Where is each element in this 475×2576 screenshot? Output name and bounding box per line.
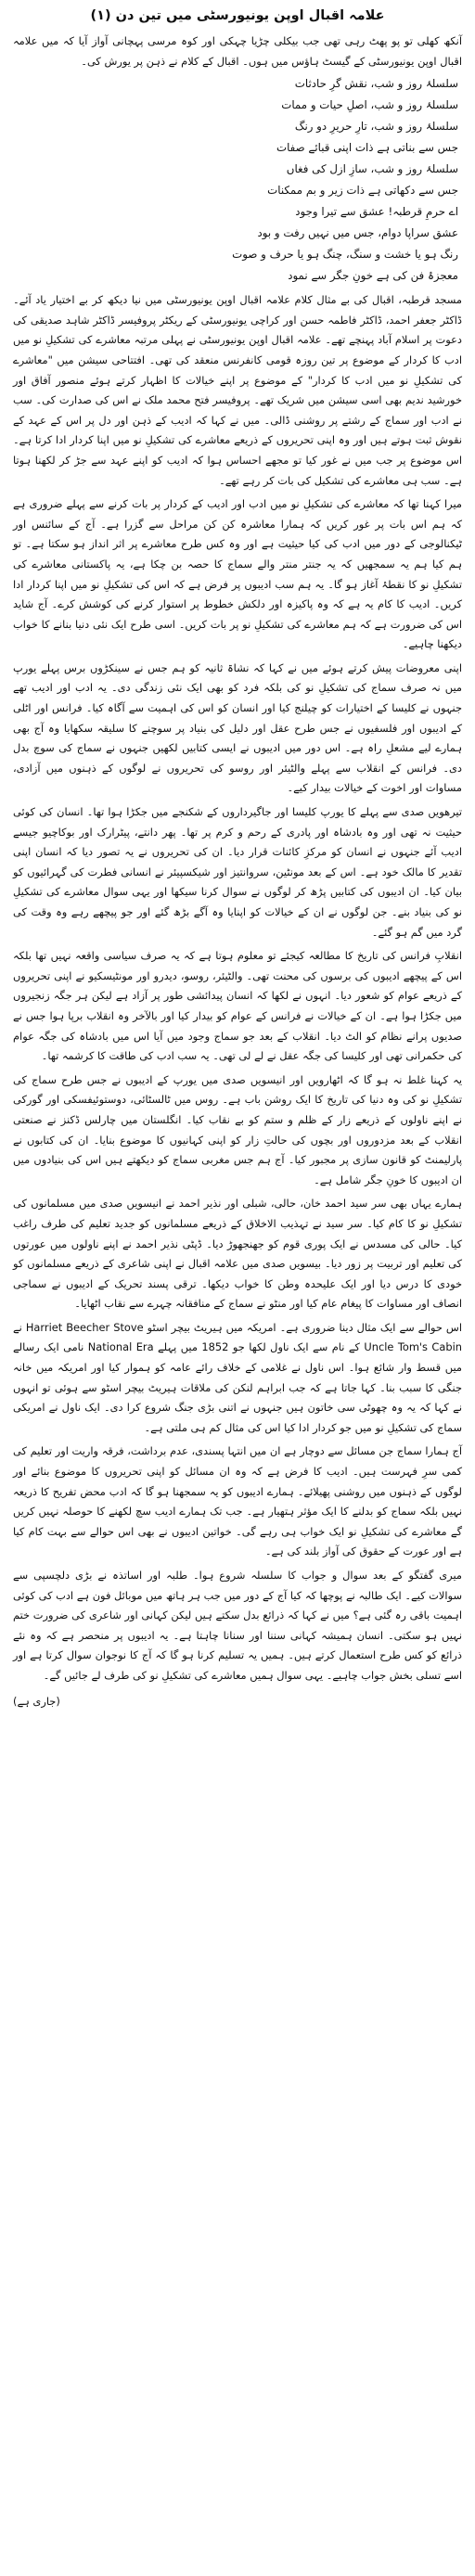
verse-line: اے حرمِ قرطبہ! عشق سے تیرا وجود [295, 205, 458, 219]
verse-line: سلسلۂ روز و شب، سازِ ازل کی فغاں [286, 162, 458, 176]
verse-line: رنگ ہو یا خشت و سنگ، چنگ ہو یا حرف و صوت [232, 248, 458, 262]
verse-line: معجزۂ فن کی ہے خونِ جگر سے نمود [288, 269, 458, 283]
article-paragraph: یہ کہنا غلط نہ ہو گا کہ اٹھارویں اور انیسویں صدی میں یورپ کے ادیبوں نے جس طرح سماج کی تشکیلِ نو کی وہ دنیا کی تاریخ کا ایک روشن باب ہے۔ روس میں ٹالسٹائی، دوستوئیفسکی اور گورکی نے اپنے ناولوں کے ذریعے زار کے ظلم و ستم کو بے نقاب کیا۔ انگلستان میں چارلس ڈکنز نے صنعتی انقلاب کے بعد مزدوروں اور بچوں کی حالتِ زار کو اپنی کہانیوں کا موضوع بنایا۔ ان کی کتابوں نے پارلیمنٹ کو قانون سازی پر مجبور کیا۔ آج ہم جس مغربی سماج کو دیکھتے ہیں اس کی بنیادوں میں ان ادیبوں کا خونِ جگر شامل ہے۔ [13, 1072, 462, 1186]
article-paragraph: میرا کہنا تھا کہ معاشرے کی تشکیلِ نو میں ادب اور ادیب کے کردار پر بات کرنے سے پہلے ضروری ہے کہ ہم اس بات پر غور کریں کہ ہمارا معاشرہ کن کن مراحل سے گزرا ہے۔ آج کے سائنس اور ٹیکنالوجی کے دور میں ادب کی کیا حیثیت ہے اور وہ کس طرح معاشرے پر اثر انداز ہو سکتا ہے۔ تو ہم کیا ہم یہ سمجھیں کہ یہ جنتر منتر والے سماج کا حصہ بن چکا ہے، یہ پاکستانی معاشرے کی تشکیلِ نو کا نقطۂ آغاز ہو گا۔ یہ ہم سب ادیبوں پر فرض ہے کہ اس کی تشکیلِ نو میں اپنا کردار ادا کریں۔ ادیب کا کام یہ ہے کہ وہ پاکیزہ اور دلکش خطوط پر استوار کرنے کی کوشش کرے۔ آج شاید اس کی ضرورت ہے کہ ہم معاشرے کی تشکیلِ نو پر بات کریں۔ اسی طرح ایک نئی دنیا بنانے کا خواب دیکھنا چاہیے۔ [13, 497, 462, 651]
article-paragraph: میری گفتگو کے بعد سوال و جواب کا سلسلہ شروع ہوا۔ طلبہ اور اساتذہ نے بڑی دلچسپی سے سوالات کیے۔ ایک طالبہ نے پوچھا کہ کیا آج کے دور میں جب ہر ہاتھ میں موبائل فون ہے ادب کی کوئی اہمیت باقی رہ گئی ہے؟ میں نے کہا کہ ذرائع بدل سکتے ہیں لیکن کہانی اور شاعری کی ضرورت ختم نہیں ہو سکتی۔ انسان ہمیشہ کہانی سننا اور سنانا چاہتا ہے۔ یہ ادیبوں پر منحصر ہے کہ وہ نئے ذرائع کو کس طرح استعمال کرتے ہیں۔ ہمیں یہ تسلیم کرنا ہو گا کہ آج کا نوجوان سوال کرتا ہے اور اسے تسلی بخش جواب چاہیے۔ یہی سوال ہمیں معاشرے کی تشکیلِ نو کی طرف لے جائیں گے۔ [13, 1569, 462, 1682]
verse-line: سلسلۂ روز و شب، اصلِ حیات و ممات [281, 98, 458, 112]
continued-note: (جاری ہے) [13, 1694, 60, 1708]
article-paragraph: اس حوالے سے ایک مثال دینا ضروری ہے۔ امریکہ میں ہیریٹ بیچر اسٹو Harriet Beecher Stove نے Uncle Tom's Cabin کے نام سے ایک ناول لکھا جو 1852 میں پہلے National Era نامی ایک رسالے میں قسط وار شائع ہوا۔ اس ناول نے غلامی کے خلاف رائے عامہ کو ہموار کیا اور امریکہ میں خانہ جنگی کا سبب بنا۔ کہا جاتا ہے کہ جب ابراہم لنکن کی ملاقات ہیریٹ بیچر اسٹو سے ہوئی تو انہوں نے کہا کہ یہ وہ چھوٹی سی خاتون ہیں جنہوں نے اتنی بڑی جنگ شروع کرا دی۔ ایک ناول نے امریکی سماج کی تشکیلِ نو میں جو کردار ادا کیا اس کی مثال کم ہی ملتی ہے۔ [13, 1320, 462, 1434]
verse-line: عشق سراپا دوام، جس میں نہیں رفت و بود [257, 226, 458, 240]
article-paragraph: انقلابِ فرانس کی تاریخ کا مطالعہ کیجئے تو معلوم ہوتا ہے کہ یہ صرف سیاسی واقعہ نہیں تھا بلکہ اس کے پیچھے ادیبوں کی برسوں کی محنت تھی۔ والٹیئر، روسو، دیدرو اور مونٹیسکیو نے اپنی تحریروں کے ذریعے عوام کو شعور دیا۔ انہوں نے لکھا کہ انسان پیدائشی طور پر آزاد ہے لیکن ہر جگہ زنجیروں میں جکڑا ہوا ہے۔ ان کے خیالات نے فرانس کے عوام کو بیدار کیا اور بالآخر وہ انقلاب برپا ہوا جس نے صدیوں پرانے نظام کو الٹ دیا۔ انقلاب کے بعد جو سماج وجود میں آیا اس میں بادشاہ کی جگہ عوام کی حکمرانی تھی اور کلیسا کی جگہ عقل نے لے لی تھی۔ یہ سب ادب کی طاقت کا کرشمہ تھا۔ [13, 949, 462, 1063]
verse-line: جس سے بناتی ہے ذات اپنی قبائے صفات [276, 141, 458, 155]
article-intro: آنکھ کھلی تو پو پھٹ رہی تھی جب بیکلی چڑیا چہکی اور کوہ مرسی پہچانی آواز آیا کہ میں علامہ اقبال اوپن یونیورسٹی کے گیسٹ ہاؤس میں ہوں۔ اقبال کے کلام نے ذہن پر یورش کی۔ [13, 34, 462, 68]
verse-line: سلسلۂ روز و شب، تارِ حریرِ دو رنگ [294, 120, 458, 134]
article-paragraph: اپنی معروضات پیش کرتے ہوئے میں نے کہا کہ نشاۃ ثانیہ کو ہم جس نے سینکڑوں برس پہلے یورپ میں نہ صرف سماج کی تشکیلِ نو کی بلکہ فرد کو بھی ایک نئی زندگی دی۔ یہ ادب اور ادیب تھے جنہوں نے کلیسا کے اختیارات کو چیلنج کیا اور انسان کو اس کی اہمیت سے آگاہ کیا۔ فرانس اور اٹلی کے ادیبوں اور فلسفیوں نے جس طرح عقل اور دلیل کی بنیاد پر سوچنے کا سلیقہ سکھایا وہ آج بھی ہمارے لیے مشعلِ راہ ہے۔ اس دور میں ادیبوں نے ایسی کتابیں لکھیں جنہوں نے سماج کی سوچ بدل دی۔ فرانس کے انقلاب سے پہلے والٹیئر اور روسو کی تحریروں نے لوگوں کے ذہنوں میں آزادی، مساوات اور اخوت کے خیالات بیدار کیے۔ [13, 660, 462, 795]
poem-verses [13, 73, 462, 287]
article-paragraph: ہمارے یہاں بھی سر سید احمد خان، حالی، شبلی اور نذیر احمد نے انیسویں صدی میں مسلمانوں کی تشکیلِ نو کا کام کیا۔ سر سید نے تہذیب الاخلاق کے ذریعے مسلمانوں کو جدید تعلیم کی طرف راغب کیا۔ حالی کی مسدس نے ایک پوری قوم کو جھنجھوڑ دیا۔ ڈپٹی نذیر احمد نے اپنے ناولوں میں عورتوں کی تعلیم اور تربیت پر زور دیا۔ بیسویں صدی میں علامہ اقبال نے اپنی شاعری کے ذریعے مسلمانوں کو خودی کا درس دیا اور ایک علیحدہ وطن کا خواب دیکھا۔ ترقی پسند تحریک کے ادیبوں نے سماجی انصاف اور مساوات کا پیغام عام کیا اور منٹو نے سماج کے منافقانہ چہرے سے نقاب اٹھایا۔ [13, 1197, 462, 1311]
article-paragraph: آج ہمارا سماج جن مسائل سے دوچار ہے ان میں انتہا پسندی، عدم برداشت، فرقہ واریت اور تعلیم کی کمی سرِ فہرست ہیں۔ ادیب کا فرض ہے کہ وہ ان مسائل کو اپنی تحریروں کا موضوع بنائے اور لوگوں کے ذہنوں میں روشنی پھیلائے۔ ہمارے ادیبوں کو یہ سمجھنا ہو گا کہ ادب محض تفریح کا ذریعہ نہیں بلکہ سماج کو بدلنے کا ایک مؤثر ہتھیار ہے۔ جب تک ہمارے ادیب سچ لکھنے کا حوصلہ نہیں کریں گے معاشرے کی تشکیلِ نو ایک خواب ہی رہے گی۔ خواتین ادیبوں نے بھی اس حوالے سے بہت کام کیا ہے اور عورت کے حقوق کی آواز بلند کی ہے۔ [13, 1444, 462, 1558]
article-title: علامہ اقبال اوپن یونیورسٹی میں تین دن (۱) [90, 8, 385, 23]
article-paragraph: مسجد قرطبہ، اقبال کی بے مثال کلام علامہ اقبال اوپن یونیورسٹی میں نیا دیکھ کر بے اختیار یاد آئے۔ ڈاکٹر جعفر احمد، ڈاکٹر فاطمہ حسن اور کراچی یونیورسٹی کے ریکٹر پروفیسر ڈاکٹر شاہد صدیقی کی دعوت پر اسلام آباد پہنچے تھے۔ علامہ اقبال اوپن یونیورسٹی نے پہلی مرتبہ معاشرے کی تشکیلِ نو میں ادب کا کردار کے موضوع پر تین روزہ قومی کانفرنس منعقد کی تھی۔ افتتاحی سیشن میں "معاشرے کی تشکیلِ نو میں ادب کا کردار" کے موضوع پر اپنے خیالات کا اظہار کرتے ہوئے منصور آفاق اور خورشید ندیم بھی اسی سیشن میں شریک تھے۔ پروفیسر فتح محمد ملک نے اس کی صدارت کی۔ سب نے ادب اور سماج کے رشتے پر روشنی ڈالی۔ میں نے کہا کہ ادیب کے ذہن اور دل پر اس کے عہد کے نقوش ثبت ہوتے ہیں اور وہ اپنی تحریروں کے ذریعے معاشرے کی تشکیلِ نو میں اپنا کردار ادا کرتا ہے۔ اس موضوع پر جب میں نے غور کیا تو مجھے احساس ہوا کہ ادیب کو اپنے عہد سے جڑ کر لکھنا ہوتا ہے۔ سب ہی معاشرے کی تشکیل کی بات کر رہے تھے۔ [13, 293, 462, 487]
verse-line: جس سے دکھاتی ہے ذات زیر و بم ممکنات [267, 184, 458, 198]
article-paragraph: تیرھویں صدی سے پہلے کا یورپ کلیسا اور جاگیرداروں کے شکنجے میں جکڑا ہوا تھا۔ انسان کی کوئی حیثیت نہ تھی اور وہ بادشاہ اور پادری کے رحم و کرم پر تھا۔ پھر دانتے، پیٹرارک اور بوکاچیو جیسے ادیب آئے جنہوں نے انسان کو مرکزِ کائنات قرار دیا۔ ان کی تحریروں نے یہ تصور دیا کہ انسان اپنی تقدیر کا مالک خود ہے۔ اس کے بعد مونٹین، سروانتیز اور شیکسپیئر نے انسانی فطرت کی گہرائیوں کو بیان کیا۔ ان ادیبوں کی کتابیں پڑھ کر لوگوں نے سوال کرنا سیکھا اور یہی سوال معاشرے کی تشکیلِ نو کی بنیاد بنے۔ جن لوگوں نے ان کے خیالات کو اپنایا وہ آگے بڑھ گئے اور جو پیچھے رہے وہ وقت کی گرد میں گم ہو گئے۔ [13, 805, 462, 939]
verse-line: سلسلۂ روز و شب، نقش گرِ حادثات [294, 77, 458, 91]
